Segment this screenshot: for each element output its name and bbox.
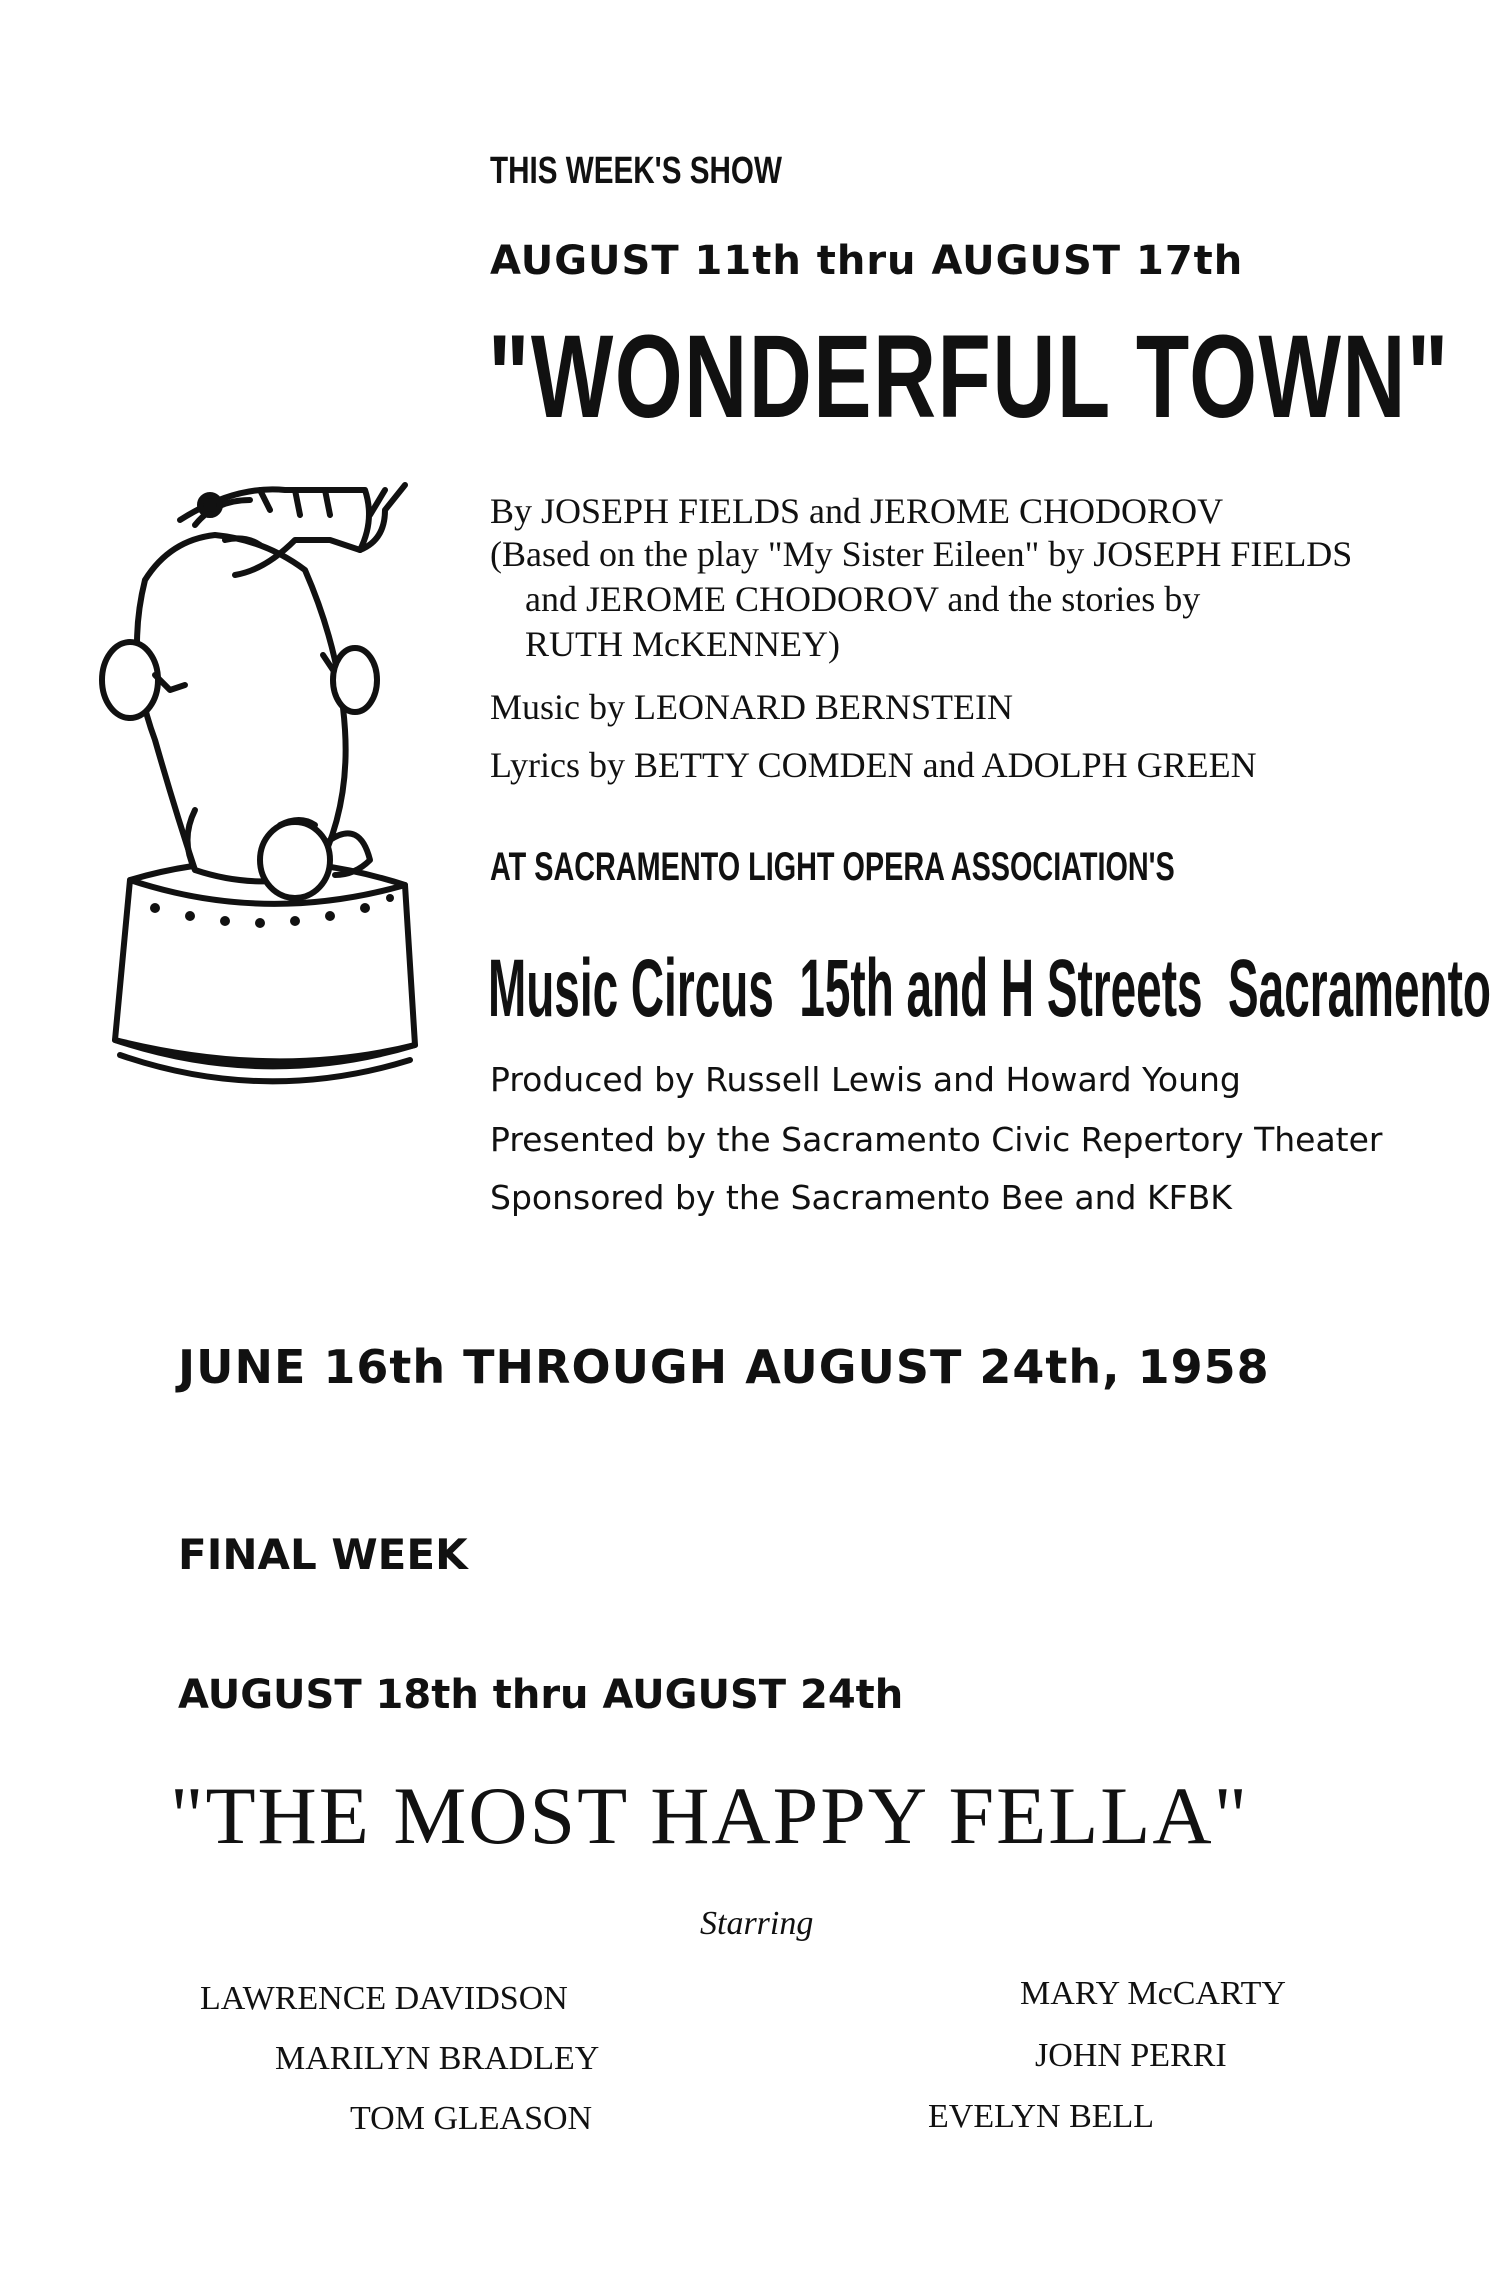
cast-member: MARY McCARTY	[1020, 1975, 1286, 2012]
elephant-drum-icon	[85, 480, 445, 1100]
music-credit: Music by LEONARD BERNSTEIN	[490, 687, 1013, 727]
final-week-title: "THE MOST HAPPY FELLA"	[170, 1770, 1250, 1861]
final-week-label: FINAL WEEK	[178, 1530, 468, 1579]
cast-member: LAWRENCE DAVIDSON	[200, 1980, 568, 2017]
this-week-label: THIS WEEK'S SHOW	[490, 150, 782, 192]
cast-member: TOM GLEASON	[350, 2100, 593, 2137]
starring-label: Starring	[700, 1905, 814, 1942]
credits-line: (Based on the play "My Sister Eileen" by JOSEPH FIELDS	[490, 534, 1353, 574]
this-week-dates: AUGUST 11th thru AUGUST 17th	[490, 238, 1244, 284]
cast-member: EVELYN BELL	[928, 2098, 1155, 2135]
final-week-dates: AUGUST 18th thru AUGUST 24th	[178, 1672, 904, 1718]
producer-line: Produced by Russell Lewis and Howard Young	[490, 1060, 1241, 1099]
lyrics-credit: Lyrics by BETTY COMDEN and ADOLPH GREEN	[490, 745, 1257, 785]
producer-line: Presented by the Sacramento Civic Repertory Theater	[490, 1120, 1383, 1159]
venue-intro: AT SACRAMENTO LIGHT OPERA ASSOCIATION'S	[490, 845, 1175, 889]
cast-member: MARILYN BRADLEY	[275, 2040, 600, 2077]
cast-member: JOHN PERRI	[1035, 2037, 1227, 2074]
credits-line: RUTH McKENNEY)	[525, 624, 840, 664]
producer-line: Sponsored by the Sacramento Bee and KFBK	[490, 1178, 1232, 1217]
credits-line: By JOSEPH FIELDS and JEROME CHODOROV	[490, 491, 1224, 531]
venue: Music Circus 15th and H Streets Sacramento	[488, 943, 1491, 1034]
credits-line: and JEROME CHODOROV and the stories by	[525, 579, 1201, 619]
season-dates: JUNE 16th THROUGH AUGUST 24th, 1958	[178, 1340, 1270, 1394]
this-week-title: "WONDERFUL TOWN"	[488, 311, 1450, 443]
